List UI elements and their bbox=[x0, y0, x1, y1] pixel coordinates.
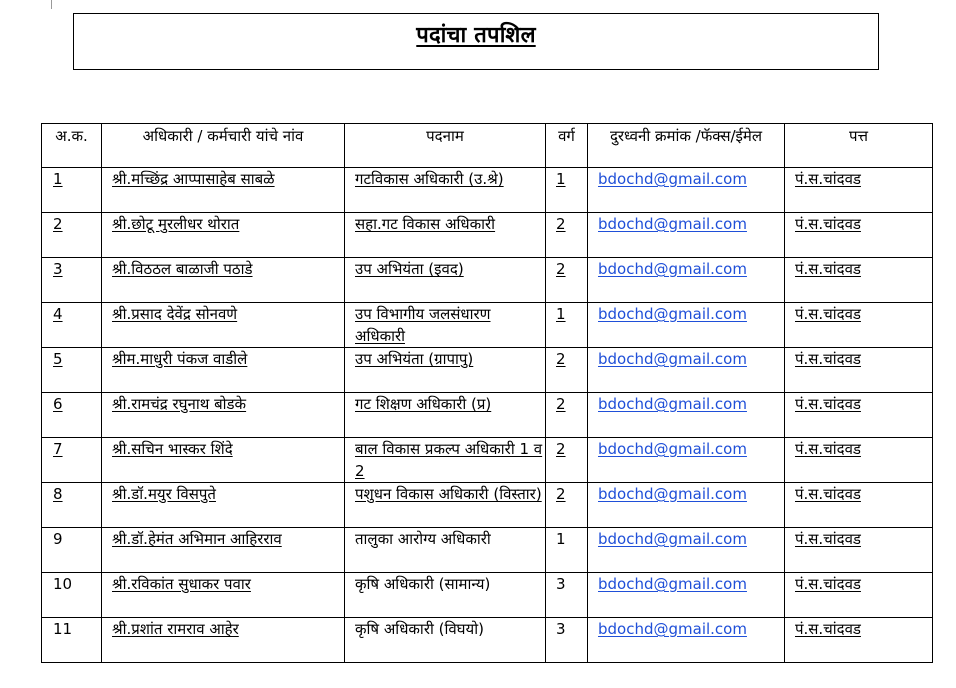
email-cell bbox=[588, 573, 785, 618]
email-cell bbox=[588, 303, 785, 348]
officer-name: श्री.विठठल बाळाजी पठाडे bbox=[112, 260, 253, 278]
row-number-cell bbox=[42, 258, 102, 303]
office-address: पं.स.चांदवड bbox=[795, 620, 861, 638]
designation-cell bbox=[345, 618, 546, 663]
table-row bbox=[42, 483, 933, 528]
office-address: पं.स.चांदवड bbox=[795, 350, 861, 368]
table-row bbox=[42, 438, 933, 483]
table-body bbox=[42, 168, 933, 663]
row-number: 10 bbox=[53, 575, 73, 593]
row-number-cell bbox=[42, 168, 102, 213]
officer-name: श्री.रविकांत सुधाकर पवार bbox=[112, 575, 251, 593]
class-value: 1 bbox=[556, 530, 566, 548]
class-value-cell bbox=[546, 348, 588, 393]
designation: तालुका आरोग्य अधिकारी bbox=[355, 530, 491, 548]
class-value: 2 bbox=[556, 395, 566, 413]
officer-name: श्री.छोटू मुरलीधर थोरात bbox=[112, 215, 240, 233]
designation-cell bbox=[345, 168, 546, 213]
table-row bbox=[42, 573, 933, 618]
header-address: पत्त bbox=[785, 124, 933, 168]
class-value: 3 bbox=[556, 575, 566, 593]
margin-marker bbox=[51, 0, 52, 9]
header-class: वर्ग bbox=[546, 124, 588, 168]
office-address-cell bbox=[785, 258, 933, 303]
class-value: 2 bbox=[556, 215, 566, 233]
table-row bbox=[42, 303, 933, 348]
designation-cell bbox=[345, 393, 546, 438]
class-value: 1 bbox=[556, 170, 566, 188]
class-value-cell bbox=[546, 168, 588, 213]
officer-name-cell bbox=[102, 348, 345, 393]
designation: उप अभियंता (इवद) bbox=[355, 260, 464, 278]
designation-cell bbox=[345, 258, 546, 303]
email-link[interactable]: bdochd@gmail.com bbox=[598, 215, 747, 233]
email-link[interactable]: bdochd@gmail.com bbox=[598, 260, 747, 278]
table-row bbox=[42, 213, 933, 258]
class-value: 2 bbox=[556, 260, 566, 278]
designation-cell bbox=[345, 213, 546, 258]
email-cell bbox=[588, 258, 785, 303]
row-number: 8 bbox=[53, 485, 63, 503]
office-address: पं.स.चांदवड bbox=[795, 485, 861, 503]
class-value-cell bbox=[546, 618, 588, 663]
officer-name: श्री.प्रशांत रामराव आहेर bbox=[112, 620, 239, 638]
officer-name-cell bbox=[102, 303, 345, 348]
email-cell bbox=[588, 213, 785, 258]
officer-name: श्री.मच्छिंद्र आप्पासाहेब साबळे bbox=[112, 170, 275, 188]
email-cell bbox=[588, 393, 785, 438]
row-number-cell bbox=[42, 438, 102, 483]
designation-cell bbox=[345, 303, 546, 348]
row-number-cell bbox=[42, 618, 102, 663]
office-address: पं.स.चांदवड bbox=[795, 215, 861, 233]
email-link[interactable]: bdochd@gmail.com bbox=[598, 620, 747, 638]
table-row bbox=[42, 348, 933, 393]
email-link[interactable]: bdochd@gmail.com bbox=[598, 575, 747, 593]
designation-cell bbox=[345, 438, 546, 483]
designation: कृषि अधिकारी (सामान्य) bbox=[355, 575, 491, 593]
table-row bbox=[42, 393, 933, 438]
designation-cell bbox=[345, 528, 546, 573]
officer-name-cell bbox=[102, 258, 345, 303]
officer-name: श्री.प्रसाद देवेंद्र सोनवणे bbox=[112, 305, 238, 323]
row-number-cell bbox=[42, 348, 102, 393]
email-link[interactable]: bdochd@gmail.com bbox=[598, 485, 747, 503]
class-value-cell bbox=[546, 213, 588, 258]
officer-name: श्री.रामचंद्र रघुनाथ बोडके bbox=[112, 395, 247, 413]
office-address-cell bbox=[785, 438, 933, 483]
staff-table bbox=[41, 123, 933, 663]
email-cell bbox=[588, 348, 785, 393]
email-cell bbox=[588, 528, 785, 573]
class-value-cell bbox=[546, 303, 588, 348]
email-cell bbox=[588, 438, 785, 483]
officer-name-cell bbox=[102, 213, 345, 258]
class-value: 2 bbox=[556, 440, 566, 458]
designation: उप अभियंता (ग्रापापु) bbox=[355, 350, 474, 368]
class-value-cell bbox=[546, 393, 588, 438]
officer-name-cell bbox=[102, 618, 345, 663]
email-cell bbox=[588, 483, 785, 528]
office-address: पं.स.चांदवड bbox=[795, 260, 861, 278]
title-box bbox=[73, 13, 879, 70]
row-number: 6 bbox=[53, 395, 63, 413]
row-number: 11 bbox=[53, 620, 73, 638]
office-address: पं.स.चांदवड bbox=[795, 440, 861, 458]
designation: कृषि अधिकारी (विघयो) bbox=[355, 620, 484, 638]
designation: पशुधन विकास अधिकारी (विस्तार) bbox=[355, 485, 542, 503]
document-title: पदांचा तपशिल bbox=[416, 23, 536, 48]
office-address-cell bbox=[785, 303, 933, 348]
row-number: 3 bbox=[53, 260, 63, 278]
office-address-cell bbox=[785, 618, 933, 663]
class-value: 3 bbox=[556, 620, 566, 638]
class-value-cell bbox=[546, 258, 588, 303]
office-address: पं.स.चांदवड bbox=[795, 305, 861, 323]
office-address: पं.स.चांदवड bbox=[795, 170, 861, 188]
email-link[interactable]: bdochd@gmail.com bbox=[598, 305, 747, 323]
officer-name-cell bbox=[102, 438, 345, 483]
office-address: पं.स.चांदवड bbox=[795, 575, 861, 593]
row-number-cell bbox=[42, 483, 102, 528]
designation: सहा.गट विकास अधिकारी bbox=[355, 215, 496, 233]
row-number-cell bbox=[42, 213, 102, 258]
designation-cell bbox=[345, 483, 546, 528]
table-row bbox=[42, 168, 933, 213]
row-number: 9 bbox=[53, 530, 63, 548]
table-row bbox=[42, 258, 933, 303]
designation-cell bbox=[345, 348, 546, 393]
email-link[interactable]: bdochd@gmail.com bbox=[598, 350, 747, 368]
office-address-cell bbox=[785, 573, 933, 618]
email-link[interactable]: bdochd@gmail.com bbox=[598, 440, 747, 458]
officer-name: श्रीम.माधुरी पंकज वाडीले bbox=[112, 350, 248, 368]
officer-name-cell bbox=[102, 483, 345, 528]
officer-name: श्री.डॉ.हेमंत अभिमान आहिरराव bbox=[112, 530, 282, 548]
class-value-cell bbox=[546, 483, 588, 528]
header-contact: दुरध्वनी क्रमांक /फॅक्स/ईमेल bbox=[588, 124, 785, 168]
officer-name-cell bbox=[102, 573, 345, 618]
email-link[interactable]: bdochd@gmail.com bbox=[598, 170, 747, 188]
class-value-cell bbox=[546, 573, 588, 618]
office-address-cell bbox=[785, 528, 933, 573]
table-row bbox=[42, 618, 933, 663]
designation: गटविकास अधिकारी (उ.श्रे) bbox=[355, 170, 504, 188]
row-number: 5 bbox=[53, 350, 63, 368]
row-number-cell bbox=[42, 393, 102, 438]
office-address-cell bbox=[785, 213, 933, 258]
office-address-cell bbox=[785, 168, 933, 213]
office-address: पं.स.चांदवड bbox=[795, 395, 861, 413]
office-address-cell bbox=[785, 393, 933, 438]
office-address-cell bbox=[785, 483, 933, 528]
row-number: 4 bbox=[53, 305, 63, 323]
officer-name-cell bbox=[102, 393, 345, 438]
header-name: अधिकारी / कर्मचारी यांचे नांव bbox=[102, 124, 345, 168]
email-link[interactable]: bdochd@gmail.com bbox=[598, 530, 747, 548]
class-value-cell bbox=[546, 528, 588, 573]
officer-name: श्री.डॉ.मयुर विसपुते bbox=[112, 485, 216, 503]
header-serial: अ.क. bbox=[42, 124, 102, 168]
designation: बाल विकास प्रकल्प अधिकारी 1 व 2 bbox=[355, 440, 543, 480]
officer-name-cell bbox=[102, 528, 345, 573]
header-designation: पदनाम bbox=[345, 124, 546, 168]
designation-cell bbox=[345, 573, 546, 618]
office-address-cell bbox=[785, 348, 933, 393]
row-number: 2 bbox=[53, 215, 63, 233]
row-number: 7 bbox=[53, 440, 63, 458]
class-value-cell bbox=[546, 438, 588, 483]
designation: गट शिक्षण अधिकारी (प्र) bbox=[355, 395, 492, 413]
email-cell bbox=[588, 168, 785, 213]
email-cell bbox=[588, 618, 785, 663]
class-value: 2 bbox=[556, 485, 566, 503]
table-row bbox=[42, 528, 933, 573]
designation: उप विभागीय जलसंधारण अधिकारी bbox=[355, 305, 491, 345]
officer-name-cell bbox=[102, 168, 345, 213]
class-value: 1 bbox=[556, 305, 566, 323]
email-link[interactable]: bdochd@gmail.com bbox=[598, 395, 747, 413]
table-header-row bbox=[42, 124, 933, 168]
office-address: पं.स.चांदवड bbox=[795, 530, 861, 548]
class-value: 2 bbox=[556, 350, 566, 368]
row-number-cell bbox=[42, 528, 102, 573]
row-number-cell bbox=[42, 303, 102, 348]
row-number-cell bbox=[42, 573, 102, 618]
row-number: 1 bbox=[53, 170, 63, 188]
officer-name: श्री.सचिन भास्कर शिंदे bbox=[112, 440, 233, 458]
